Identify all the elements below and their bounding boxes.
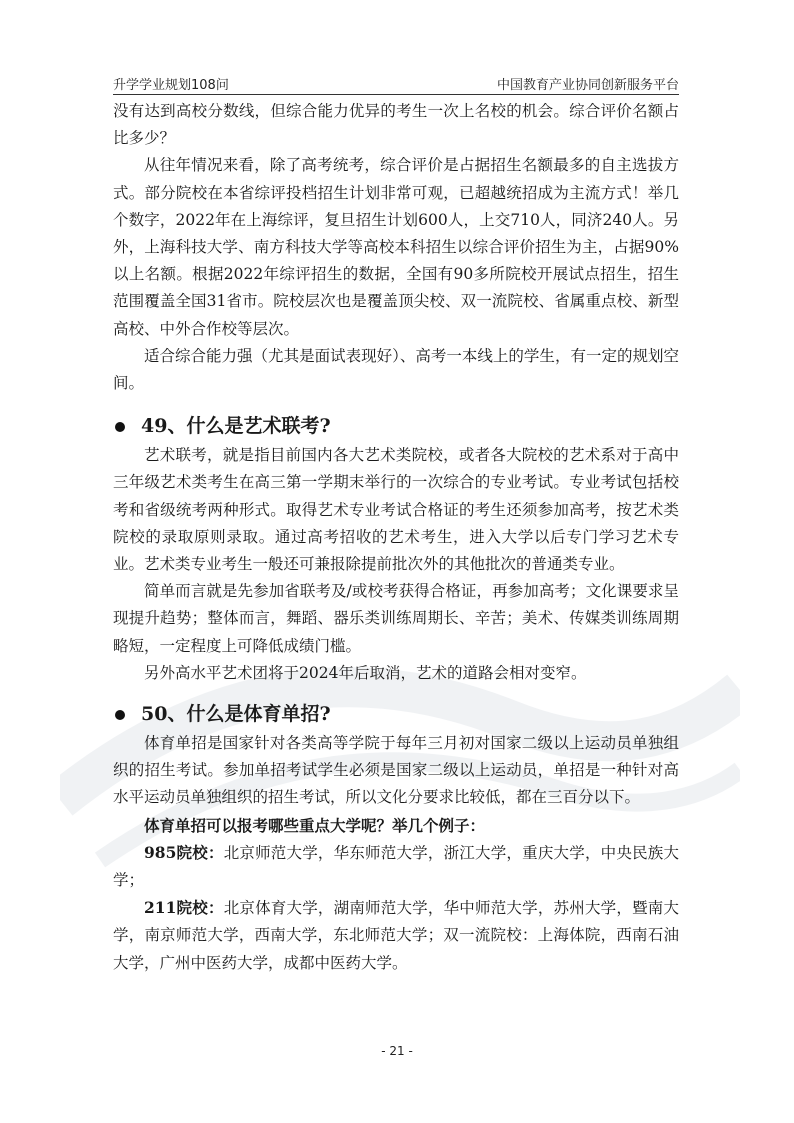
page-header [113, 74, 679, 94]
question-49-title: 49、什么是艺术联考? [141, 415, 331, 438]
paragraph: 体育单招是国家针对各类高等学院于每年三月初对国家二级以上运动员单独组织的招生考试。参加单招考试学生必须是国家二级以上运动员，单招是一种针对高水平运动员单独组织的招生考试，所以文化分要求比较低，都在三百分以下。 [113, 734, 679, 807]
question-50-heading [113, 701, 679, 728]
paragraph: 从往年情况来看，除了高考统考，综合评价是占据招生名额最多的自主选拔方式。部分院校在本省综评投档招生计划非常可观，已超越统招成为主流方式！举几个数字，2022年在上海综评，复旦招生计划600人，上交710人，同济240人。另外，上海科技大学、南方科技大学等高校本科招生以综合评价招生为主，占据90%以上名额。根据2022年综评招生的数据，全国有90多所院校开展试点招生，招生范围覆盖全国31省市。院校层次也是覆盖顶尖校、双一流院校、省属重点校、新型高校、中外合作校等层次。 [113, 156, 679, 338]
paragraph: 艺术联考，就是指目前国内各大艺术类院校，或者各大院校的艺术系对于高中三年级艺术类考生在高三第一学期末举行的一次综合的专业考试。专业考试包括校考和省级统考两种形式。取得艺术专业考试合格证的考生还须参加高考，按艺术类院校的录取原则录取。通过高考招收的艺术考生，进入大学以后专门学习艺术专业。艺术类专业考生一般还可兼报除提前批次外的其他批次的普通类专业。 [113, 446, 679, 574]
header-book-title: 升学学业规划108问 [113, 78, 229, 93]
paragraph-985 [113, 839, 679, 894]
paragraph: 简单而言就是先参加省联考及/或校考获得合格证，再参加高考；文化课要求呈现提升趋势；整体而言，舞蹈、器乐类训练周期长、辛苦；美术、传媒类训练周期略短，一定程度上可降低成绩门槛。 [113, 582, 679, 655]
page-content [113, 98, 679, 977]
header-divider [113, 94, 679, 95]
paragraph-211 [113, 894, 679, 977]
sub-heading: 体育单招可以报考哪些重点大学呢？举几个例子： [144, 815, 486, 835]
question-50-title: 50、什么是体育单招? [141, 703, 331, 726]
text-985: 北京师范大学，华东师范大学，浙江大学，重庆大学，中央民族大学； [113, 843, 679, 890]
page-number: - 21 - [381, 1044, 413, 1058]
header-platform-name: 中国教育产业协同创新服务平台 [496, 78, 679, 93]
question-49-heading [113, 413, 679, 440]
bullet-icon [115, 422, 125, 432]
label-985: 985院校： [144, 842, 224, 862]
paragraph: 另外高水平艺术团将于2024年后取消，艺术的道路会相对变窄。 [144, 663, 587, 682]
paragraph: 没有达到高校分数线，但综合能力优异的考生一次上名校的机会。综合评价名额占比多少？ [113, 102, 679, 148]
paragraph: 适合综合能力强（尤其是面试表现好）、高考一本线上的学生，有一定的规划空间。 [113, 346, 679, 393]
label-211: 211院校： [144, 898, 224, 918]
text-211: 北京体育大学，湖南师范大学，华中师范大学，苏州大学，暨南大学，南京师范大学，西南大学，东北师范大学；双一流院校：上海体院，西南石油大学，广州中医药大学，成都中医药大学。 [113, 899, 679, 972]
bullet-icon [115, 710, 125, 720]
